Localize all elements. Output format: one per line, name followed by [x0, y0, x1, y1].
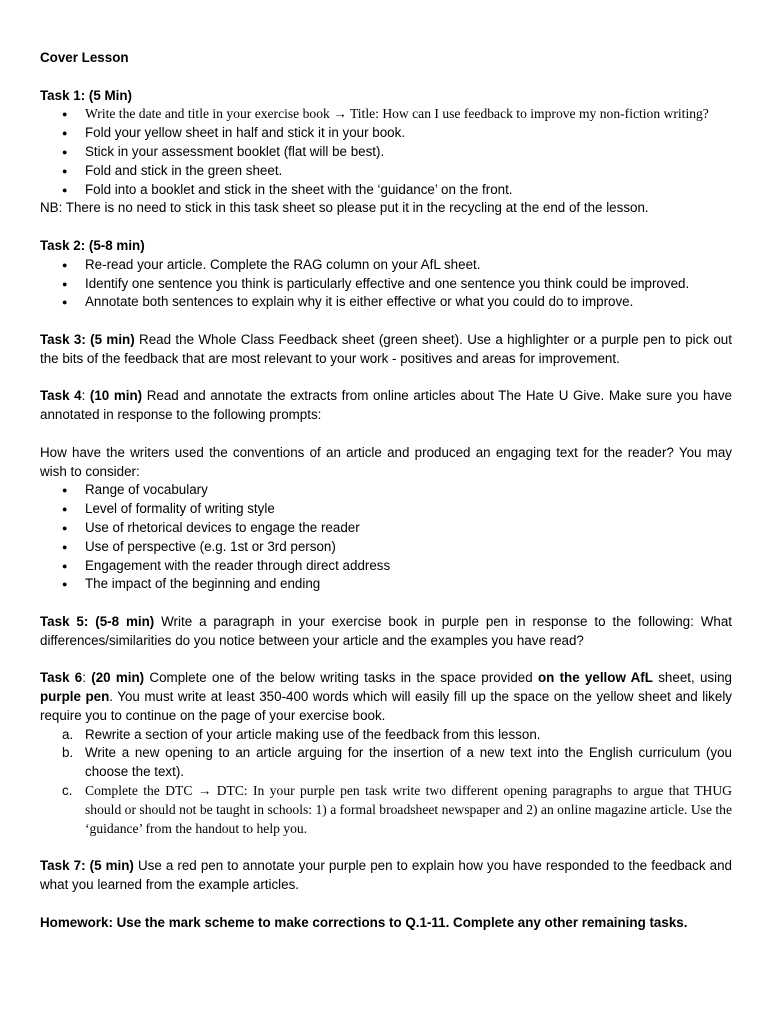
list-item: ● Use of perspective (e.g. 1st or 3rd person) — [85, 538, 732, 557]
task4-label: Task 4 — [40, 388, 82, 404]
task4-time: (10 min) — [89, 388, 143, 404]
list-item: ● The impact of the beginning and ending — [85, 575, 732, 594]
task1-heading: Task 1: (5 Min) — [40, 87, 133, 103]
task5-paragraph — [40, 613, 732, 651]
list-item: ● Fold your yellow sheet in half and stick it in your book. — [85, 124, 732, 143]
task7-text: Use a red pen to annotate your purple pen to explain how you have responded to the feedback and what you learned from the example articles. — [40, 858, 732, 893]
task3-paragraph — [40, 331, 732, 369]
task7-label: Task 7: (5 min) — [40, 858, 134, 874]
task6-paragraph: Task 6: (20 min) Complete one of the below writing tasks in the space provided on the yellow AfL sheet, using purple pen. You must write at least 350-400 words which will easily fill up the space on the yellow sheet and likely require you to continue on the page of your exercise book. — [40, 670, 732, 723]
task4-paragraph: Task 4: (10 min) Read and annotate the extracts from online articles about The Hate U Give. Make sure you have annotated in response to the following prompts: — [40, 388, 733, 423]
list-item: ● Level of formality of writing style — [85, 500, 732, 519]
task3-text: Read the Whole Class Feedback sheet (green sheet). Use a highlighter or a purple pen to pick out the bits of the feedback that are most relevant to your work - positives and areas for improvement. — [40, 331, 732, 366]
list-item: ● Re-read your article. Complete the RAG column on your AfL sheet. — [85, 256, 732, 275]
task6-label: Task 6 — [40, 670, 83, 686]
list-item: b. Write a new opening to an article arguing for the insertion of a new text into the English curriculum (you choose the text). — [62, 745, 732, 780]
task5-text: Write a paragraph in your exercise book in purple pen in response to the following: What differences/similarities do you notice between your article and the examples you have read? — [40, 613, 732, 648]
list-item: ● Stick in your assessment booklet (flat will be best). — [85, 143, 732, 162]
task6-time: (20 min) — [91, 670, 145, 686]
list-item: ● Write the date and title in your exercise book → Title: How can I use feedback to improve my non-fiction writing? — [85, 105, 732, 124]
task2-list — [40, 256, 732, 312]
list-item: c. Complete the DTC → DTC: In your purple pen task write two different opening paragraphs to argue that THUG should or should not be taught in schools: 1) a formal broadsheet newspaper and 2) an online magazine article. Use the ‘guidance’ from the handout to help you. — [62, 783, 732, 836]
task2-heading: Task 2: (5-8 min) — [40, 237, 145, 253]
task1-list — [40, 105, 732, 199]
homework: Homework: Use the mark scheme to make corrections to Q.1-11. Complete any other remaining tasks. — [40, 914, 688, 930]
task4-text: Read and annotate the extracts from online articles about The Hate U Give. Make sure you have annotated in response to the following prompts: — [40, 388, 733, 423]
task4-question: How have the writers used the conventions of an article and produced an engaging text for the reader? You may wish to consider: — [40, 444, 732, 479]
task3-label: Task 3: (5 min) — [40, 331, 135, 347]
list-item: ● Fold into a booklet and stick in the sheet with the ‘guidance’ on the front. — [85, 181, 732, 200]
list-item: ● Identify one sentence you think is particularly effective and one sentence you think could be improved. — [85, 275, 732, 294]
list-item: ● Range of vocabulary — [85, 481, 732, 500]
list-item: ● Annotate both sentences to explain why it is either effective or what you could do to improve. — [85, 293, 732, 312]
list-item: ● Use of rhetorical devices to engage the reader — [85, 519, 732, 538]
list-item: ● Fold and stick in the green sheet. — [85, 162, 732, 181]
list-item: a. Rewrite a section of your article making use of the feedback from this lesson. — [62, 726, 541, 742]
task5-label: Task 5: (5-8 min) — [40, 613, 155, 629]
task7-paragraph — [40, 857, 732, 895]
task1-note: NB: There is no need to stick in this task sheet so please put it in the recycling at the end of the lesson. — [40, 200, 649, 216]
page-title: Cover Lesson — [40, 50, 129, 65]
list-item: ● Engagement with the reader through direct address — [85, 557, 732, 576]
task4-list — [40, 481, 732, 594]
task6-list — [40, 726, 732, 839]
